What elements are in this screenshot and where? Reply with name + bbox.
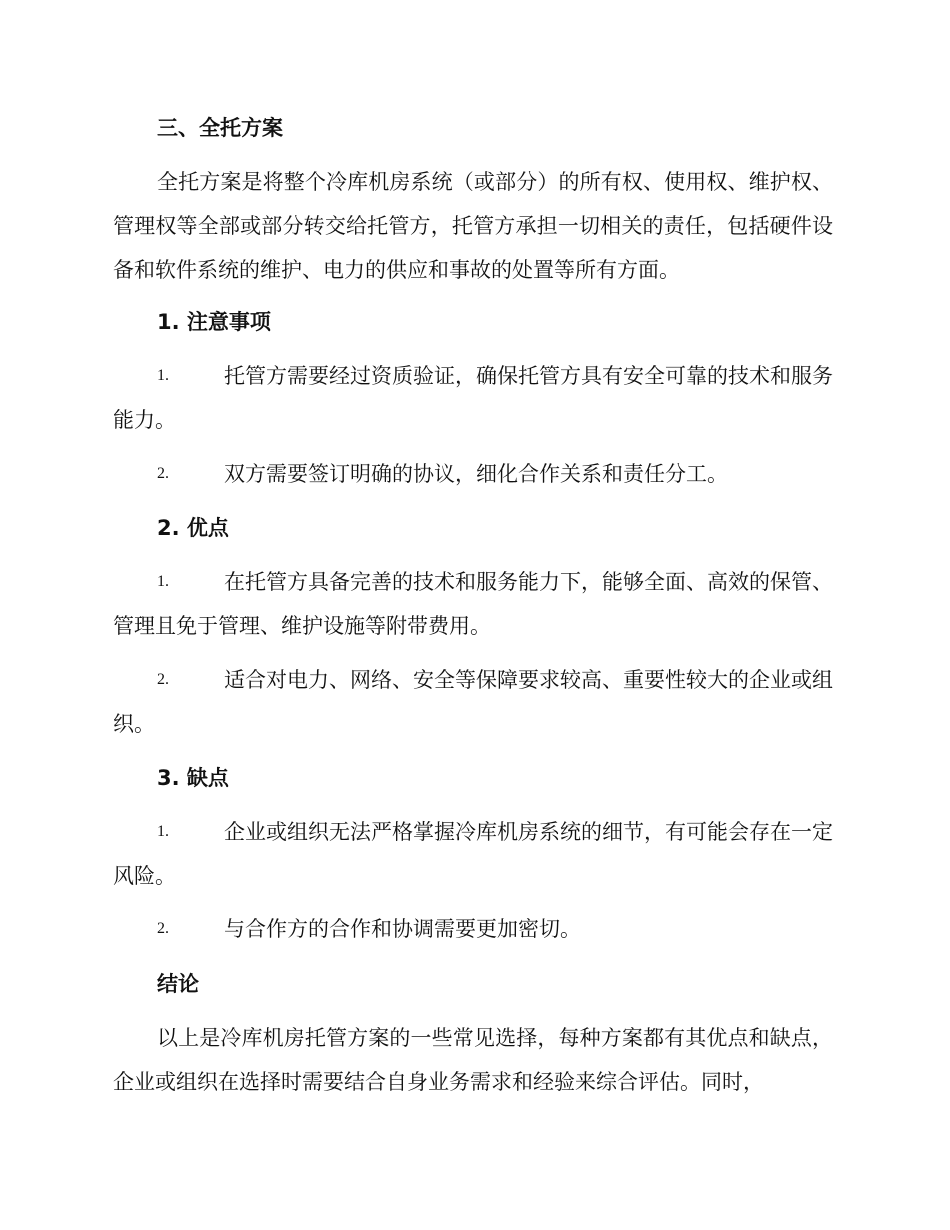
pros-heading: 2. 优点 [157,516,229,540]
pros-item-2-number: 2. [157,671,169,688]
cons-item-2 [113,907,833,951]
pros-item-1-text: 在托管方具备完善的技术和服务能力下，能够全面、高效的保管、管理且免于管理、维护设施等附带费用。 [113,570,833,638]
notes-item-2-text: 双方需要签订明确的协议，细化合作关系和责任分工。 [224,462,728,486]
pros-item-1 [113,560,833,648]
cons-item-1-text: 企业或组织无法严格掌握冷库机房系统的细节，有可能会存在一定风险。 [113,820,833,888]
cons-heading: 3. 缺点 [157,766,229,790]
notes-item-1 [113,354,833,442]
pros-item-1-number: 1. [157,573,169,590]
pros-item-2 [113,658,833,746]
cons-item-2-number: 2. [157,920,169,937]
cons-item-1-number: 1. [157,823,169,840]
section-title: 三、全托方案 [157,116,283,140]
notes-heading: 1. 注意事项 [157,310,271,334]
notes-item-2-number: 2. [157,465,169,482]
notes-item-1-text: 托管方需要经过资质验证，确保托管方具有安全可靠的技术和服务能力。 [113,364,833,432]
cons-item-2-text: 与合作方的合作和协调需要更加密切。 [224,917,581,941]
cons-item-1 [113,810,833,898]
notes-item-2 [113,452,833,496]
conclusion-heading: 结论 [157,972,199,996]
pros-item-2-text: 适合对电力、网络、安全等保障要求较高、重要性较大的企业或组织。 [113,668,833,736]
section-intro: 全托方案是将整个冷库机房系统（或部分）的所有权、使用权、维护权、管理权等全部或部分转交给托管方，托管方承担一切相关的责任，包括硬件设备和软件系统的维护、电力的供应和事故的处置等所有方面。 [113,170,833,282]
conclusion-text: 以上是冷库机房托管方案的一些常见选择，每种方案都有其优点和缺点，企业或组织在选择时需要结合自身业务需求和经验来综合评估。同时， [113,1026,833,1094]
notes-item-1-number: 1. [157,367,169,384]
